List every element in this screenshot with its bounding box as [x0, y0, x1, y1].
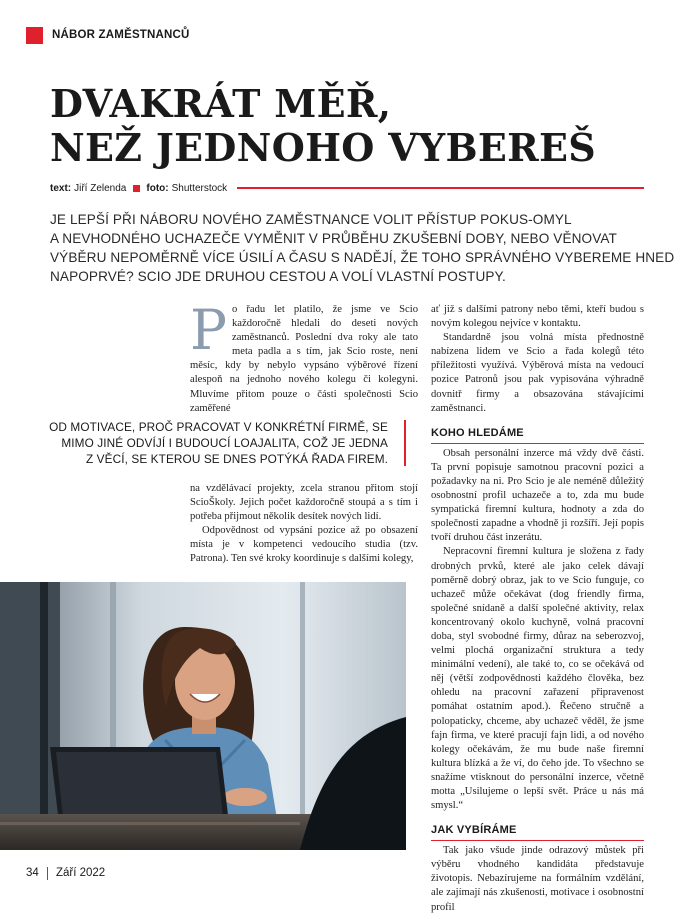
body-paragraph: na vzdělávací projekty, zcela stranou přitom stojí ScioŠkoly. Jejich počet každoročně stoupá a s tím i potřeba přijmout několik desítek nových lidí. [190, 483, 418, 523]
section-marker [26, 27, 43, 44]
pull-quote-line: Z VĚCÍ, SE KTEROU SE DNES POTÝKÁ ŘADA FIREM. [86, 452, 388, 466]
article-credits [50, 181, 644, 195]
subheading-koho-hledame: KOHO HLEDÁME [431, 426, 644, 444]
page-number: 34 [26, 867, 39, 879]
article-photo [0, 582, 406, 850]
page-footer [26, 865, 105, 881]
smiling-woman-laptop-image [0, 582, 406, 850]
section-label: NÁBOR ZAMĚSTNANCŮ [52, 29, 190, 41]
credit-rule [237, 187, 644, 189]
body-paragraph: Nepracovní firemní kultura je složena z řady drobných prvků, které ale jako celek dávají poměrně dobrý obraz, jak to ve Scio funguje, co uchazeč může očekávat (dog friendly firma, společné snídaně a další společné aktivity, relax koncentrovaný okolo kuchyně, volná pracovní doba, styl svobodné firmy, důraz na seberozvoj, velmi plochá organizační struktura a tedy minimální vedení), ale také to, co se očekává od něj (větší zodpovědnosti každého člověka, bez ohledu na pracovní zařazení připravenost pomáhat ostatním apod.). Řečeno stručně a polopaticky, chceme, aby uchazeč věděl, že jsme fajn firma, ve které pracují fajn lidi, a od nového kolegy očekávám, že mu bude naše firemní kultura blízká a že ví, do čeho jde. To všechno se snažíme vtisknout do personální inzerce, včetně motta „Usilujeme o lepší svět. Práce u nás má smysl.“ [431, 546, 644, 812]
body-paragraph: Obsah personální inzerce má vždy dvě části. Ta první popisuje samotnou pracovní pozici a požadavky na ni. Pro Scio je ale neméně důležitý osobnostní profil uchazeče a to, zda mu bude sympatická firemní kultura, hodnoty a zda do společnosti zapadne a vhodně ji rozšíří. Její popis tvoří druhou část inzerátu. [431, 447, 644, 544]
drop-cap: P [190, 298, 228, 362]
lead-line: VÝBĚRU NEPOMĚRNĚ VÍCE ÚSILÍ A ČASU S NADĚJÍ, ŽE TOHO SPRÁVNÉHO VYBEREME HNED [50, 250, 675, 265]
pull-quote-line: OD MOTIVACE, PROČ PRACOVAT V KONKRÉTNÍ FIRMĚ, SE [49, 420, 388, 434]
body-paragraph: Tak jako všude jinde odrazový můstek při výběru vhodného kandidáta představuje životopis. Nebazírujeme na formálním vzdělání, ale zajímají nás zkušenosti, motivace i osobnostní profil [431, 845, 644, 913]
pull-quote [26, 419, 388, 467]
text-credit-author: Jiří Zelenda [74, 182, 127, 194]
article-headline [50, 82, 650, 170]
footer-divider [47, 867, 48, 880]
subheading-jak-vybirame: JAK VYBÍRÁME [431, 823, 644, 841]
photo-credit-label: foto: [146, 182, 169, 194]
article-lead [50, 210, 675, 286]
credit-separator [133, 185, 140, 192]
body-column-1-top [190, 298, 418, 416]
body-column-2 [431, 303, 644, 915]
issue-date: Září 2022 [55, 867, 106, 879]
photo-credit-source: Shutterstock [171, 182, 228, 194]
lead-line: JE LEPŠÍ PŘI NÁBORU NOVÉHO ZAMĚSTNANCE VOLIT PŘÍSTUP POKUS-OMYL [50, 212, 572, 227]
text-credit-label: text: [50, 182, 72, 194]
headline-line-1: DVAKRÁT MĚŘ, [50, 81, 392, 126]
body-column-1-bottom [190, 482, 418, 567]
lead-line: A NEVHODNÉHO UCHAZEČE VYMĚNIT V PRŮBĚHU ZKUŠEBNÍ DOBY, NEBO VĚNOVAT [50, 231, 617, 246]
headline-line-2: NEŽ JEDNOHO VYBEREŠ [50, 125, 597, 170]
section-tag [26, 26, 190, 44]
pull-quote-rule [404, 420, 406, 466]
body-paragraph: Standardně jsou volná místa přednostně nabízena lidem ve Scio a řada kolegů této příležitosti využívá. Výběrová místa na vedoucí pozice Patronů jsou pak vypisována výhradně dovnitř firmy a obsazována stávajícími zaměstnanci. [431, 332, 644, 414]
body-paragraph: Odpovědnost od vypsání pozice až po obsazení místa je v kompetenci vedoucího studia (tzv. Patrona). Ten své kroky koordinuje s dalšími kolegy, [190, 525, 418, 565]
lead-line: NAPOPRVÉ? SCIO JDE DRUHOU CESTOU A VOLÍ VLASTNÍ POSTUPY. [50, 269, 506, 284]
body-paragraph: ať již s dalšími patrony nebo těmi, kteří budou s novým kolegou nejvíce v kontaktu. [431, 304, 644, 330]
pull-quote-line: MIMO JINÉ ODVÍJÍ I BUDOUCÍ LOAJALITA, COŽ JE JEDNA [61, 436, 388, 450]
body-paragraph: o řadu let platilo, že jsme ve Scio každoročně hledali do deseti nových zaměstnanců. Poslední dva roky ale tato meta padla a s tím, jak Scio roste, není měsíc, kdy by nebylo vypsáno výběrové řízení alespoň na jednoho nového kolegu či kolegyni. Mluvíme přitom pouze o části společnosti Scio zaměřené [190, 304, 418, 414]
